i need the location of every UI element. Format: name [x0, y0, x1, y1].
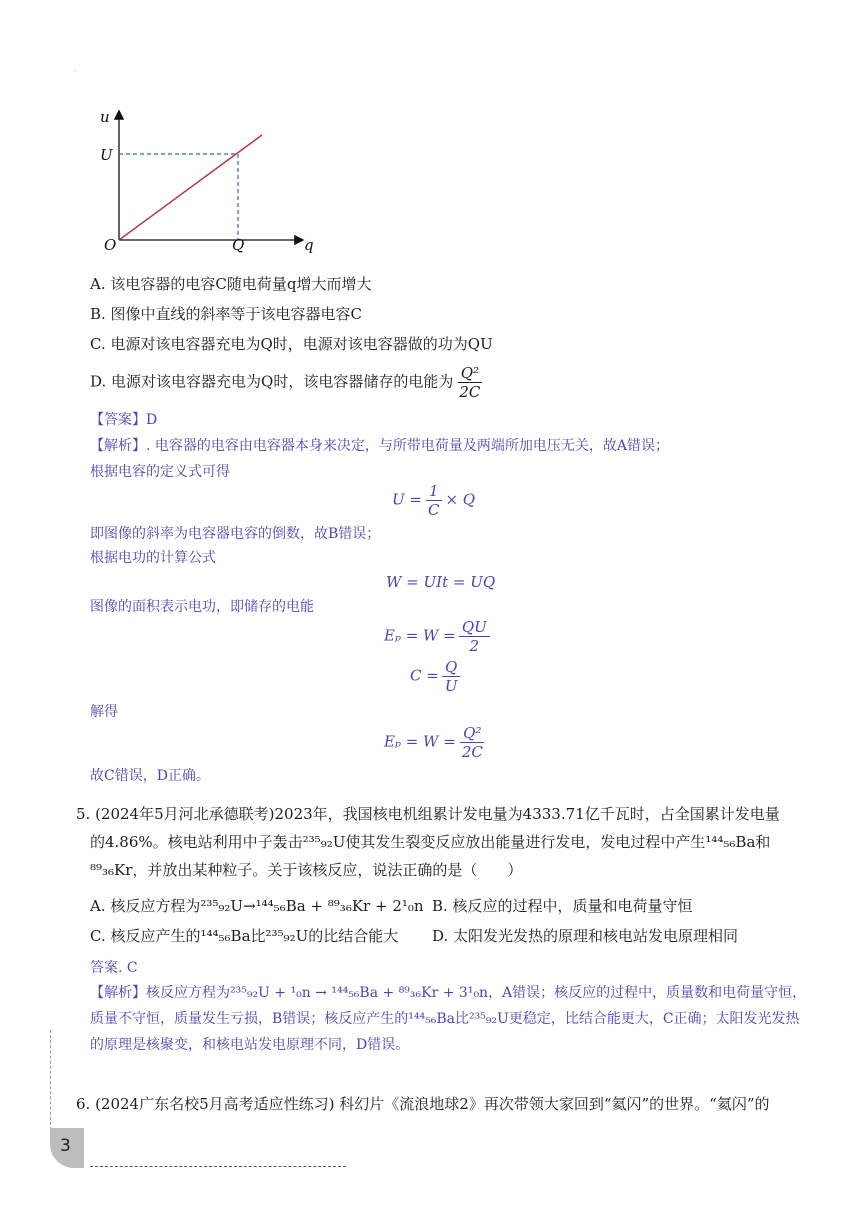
equation-left: U =: [392, 490, 422, 509]
equation-ep: [384, 618, 493, 655]
question-5-option-a: A. 核反应方程为²³⁵₉₂U→¹⁴⁴₅₆Ba + ⁸⁹₃₆Kr + 2¹₀n: [90, 897, 424, 915]
question-5-line-3: ⁸⁹₃₆Kr，并放出某种粒子。关于该核反应，说法正确的是（ ）: [90, 861, 523, 879]
equation-fraction: [442, 658, 461, 695]
option-d: [90, 364, 486, 401]
equation-ep-result: [384, 724, 489, 761]
graph-svg: [92, 108, 332, 268]
u-tick-label: U: [100, 146, 113, 164]
fraction-numerator: Q²: [458, 364, 482, 383]
equation-left: Eₚ = W =: [384, 626, 456, 645]
question-5-option-c: C. 核反应产生的¹⁴⁴₅₆Ba比²³⁵₉₂U的比结合能大: [90, 927, 399, 945]
side-dashed-border: [50, 1030, 51, 1130]
equation-fraction: [459, 724, 486, 761]
equation-w: W = UIt = UQ: [386, 573, 496, 591]
equation-left: C =: [410, 666, 439, 685]
fraction-numerator: Q: [442, 658, 460, 677]
fraction-numerator: QU: [459, 618, 490, 637]
x-axis-label: q: [304, 236, 314, 254]
option-c: C. 电源对该电容器充电为Q时，电源对该电容器做的功为QU: [90, 335, 493, 353]
question-5-option-d: D. 太阳发光发热的原理和核电站发电原理相同: [432, 927, 739, 945]
q-tick-label: Q: [232, 236, 245, 254]
analysis-4-line-2: 根据电容的定义式可得: [90, 464, 230, 480]
analysis-4-line-6: 解得: [90, 704, 118, 720]
analysis-4-line-3: 即图像的斜率为电容器电容的倒数，故B错误；: [90, 526, 381, 542]
fraction-numerator: 1: [426, 482, 442, 501]
answer-4: 【答案】D: [90, 412, 158, 428]
equation-right: × Q: [445, 490, 476, 509]
answer-5: 答案. C: [90, 960, 138, 976]
equation-u: [392, 482, 475, 519]
analysis-4-line-7: 故C错误，D正确。: [90, 768, 210, 784]
fraction-denominator: U: [444, 677, 458, 695]
question-6-line-1: 6. (2024广东名校5月高考适应性练习) 科幻片《流浪地球2》再次带领大家回到“氦闪”的世界。“氦闪”的: [76, 1095, 770, 1113]
equation-left: Eₚ = W =: [384, 732, 456, 751]
y-axis-label: u: [100, 108, 110, 126]
analysis-5: 【解析】核反应方程为²³⁵₉₂U + ¹₀n → ¹⁴⁴₅₆Ba + ⁸⁹₃₆Kr + 3¹₀n，A错误；核反应的过程中，质量数和电荷量守恒，质量不守恒，质量发生亏损，B错误；核反应产生的¹⁴⁴₅₆Ba比²³⁵₉₂U更稳定，比结合能更大，C正确；太阳发光发热的原理是核聚变，和核电站发电原理不同，D错误。: [90, 985, 807, 1053]
corner-dot: .: [74, 64, 77, 73]
question-5-option-b: B. 核反应的过程中，质量和电荷量守恒: [432, 897, 693, 915]
question-5-line-1: 5. (2024年5月河北承德联考)2023年，我国核电机组累计发电量为4333.71亿千瓦时，占全国累计发电量: [76, 805, 780, 823]
option-a: A. 该电容器的电容C随电荷量q增大而增大: [90, 275, 372, 293]
page-number: 3: [60, 1136, 71, 1156]
equation-c: [410, 658, 463, 695]
bottom-dashed-border: [90, 1166, 346, 1167]
analysis-4-line-1: 【解析】. 电容器的电容由电容器本身来决定，与所带电荷量及两端所加电压无关，故A错误；: [90, 438, 670, 454]
equation-fraction: [459, 618, 490, 655]
option-d-fraction: [456, 364, 483, 401]
option-d-text: D. 电源对该电容器充电为Q时，该电容器储存的电能为: [90, 372, 454, 391]
question-5-line-2: 的4.86%。核电站利用中子轰击²³⁵₉₂U使其发生裂变反应放出能量进行发电，发电过程中产生¹⁴⁴₅₆Ba和: [90, 833, 771, 851]
fraction-denominator: 2: [469, 637, 480, 655]
analysis-4-line-5: 图像的面积表示电功，即储存的电能: [90, 599, 314, 615]
fraction-denominator: 2C: [459, 383, 481, 401]
fraction-denominator: C: [427, 501, 440, 519]
option-b: B. 图像中直线的斜率等于该电容器电容C: [90, 305, 363, 323]
origin-label: O: [104, 236, 117, 254]
fraction-numerator: Q²: [460, 724, 484, 743]
u-q-graph: [92, 108, 332, 268]
equation-fraction: [425, 482, 442, 519]
u-q-line: [119, 135, 262, 240]
analysis-4-line-4: 根据电功的计算公式: [90, 550, 216, 566]
fraction-denominator: 2C: [461, 743, 483, 761]
